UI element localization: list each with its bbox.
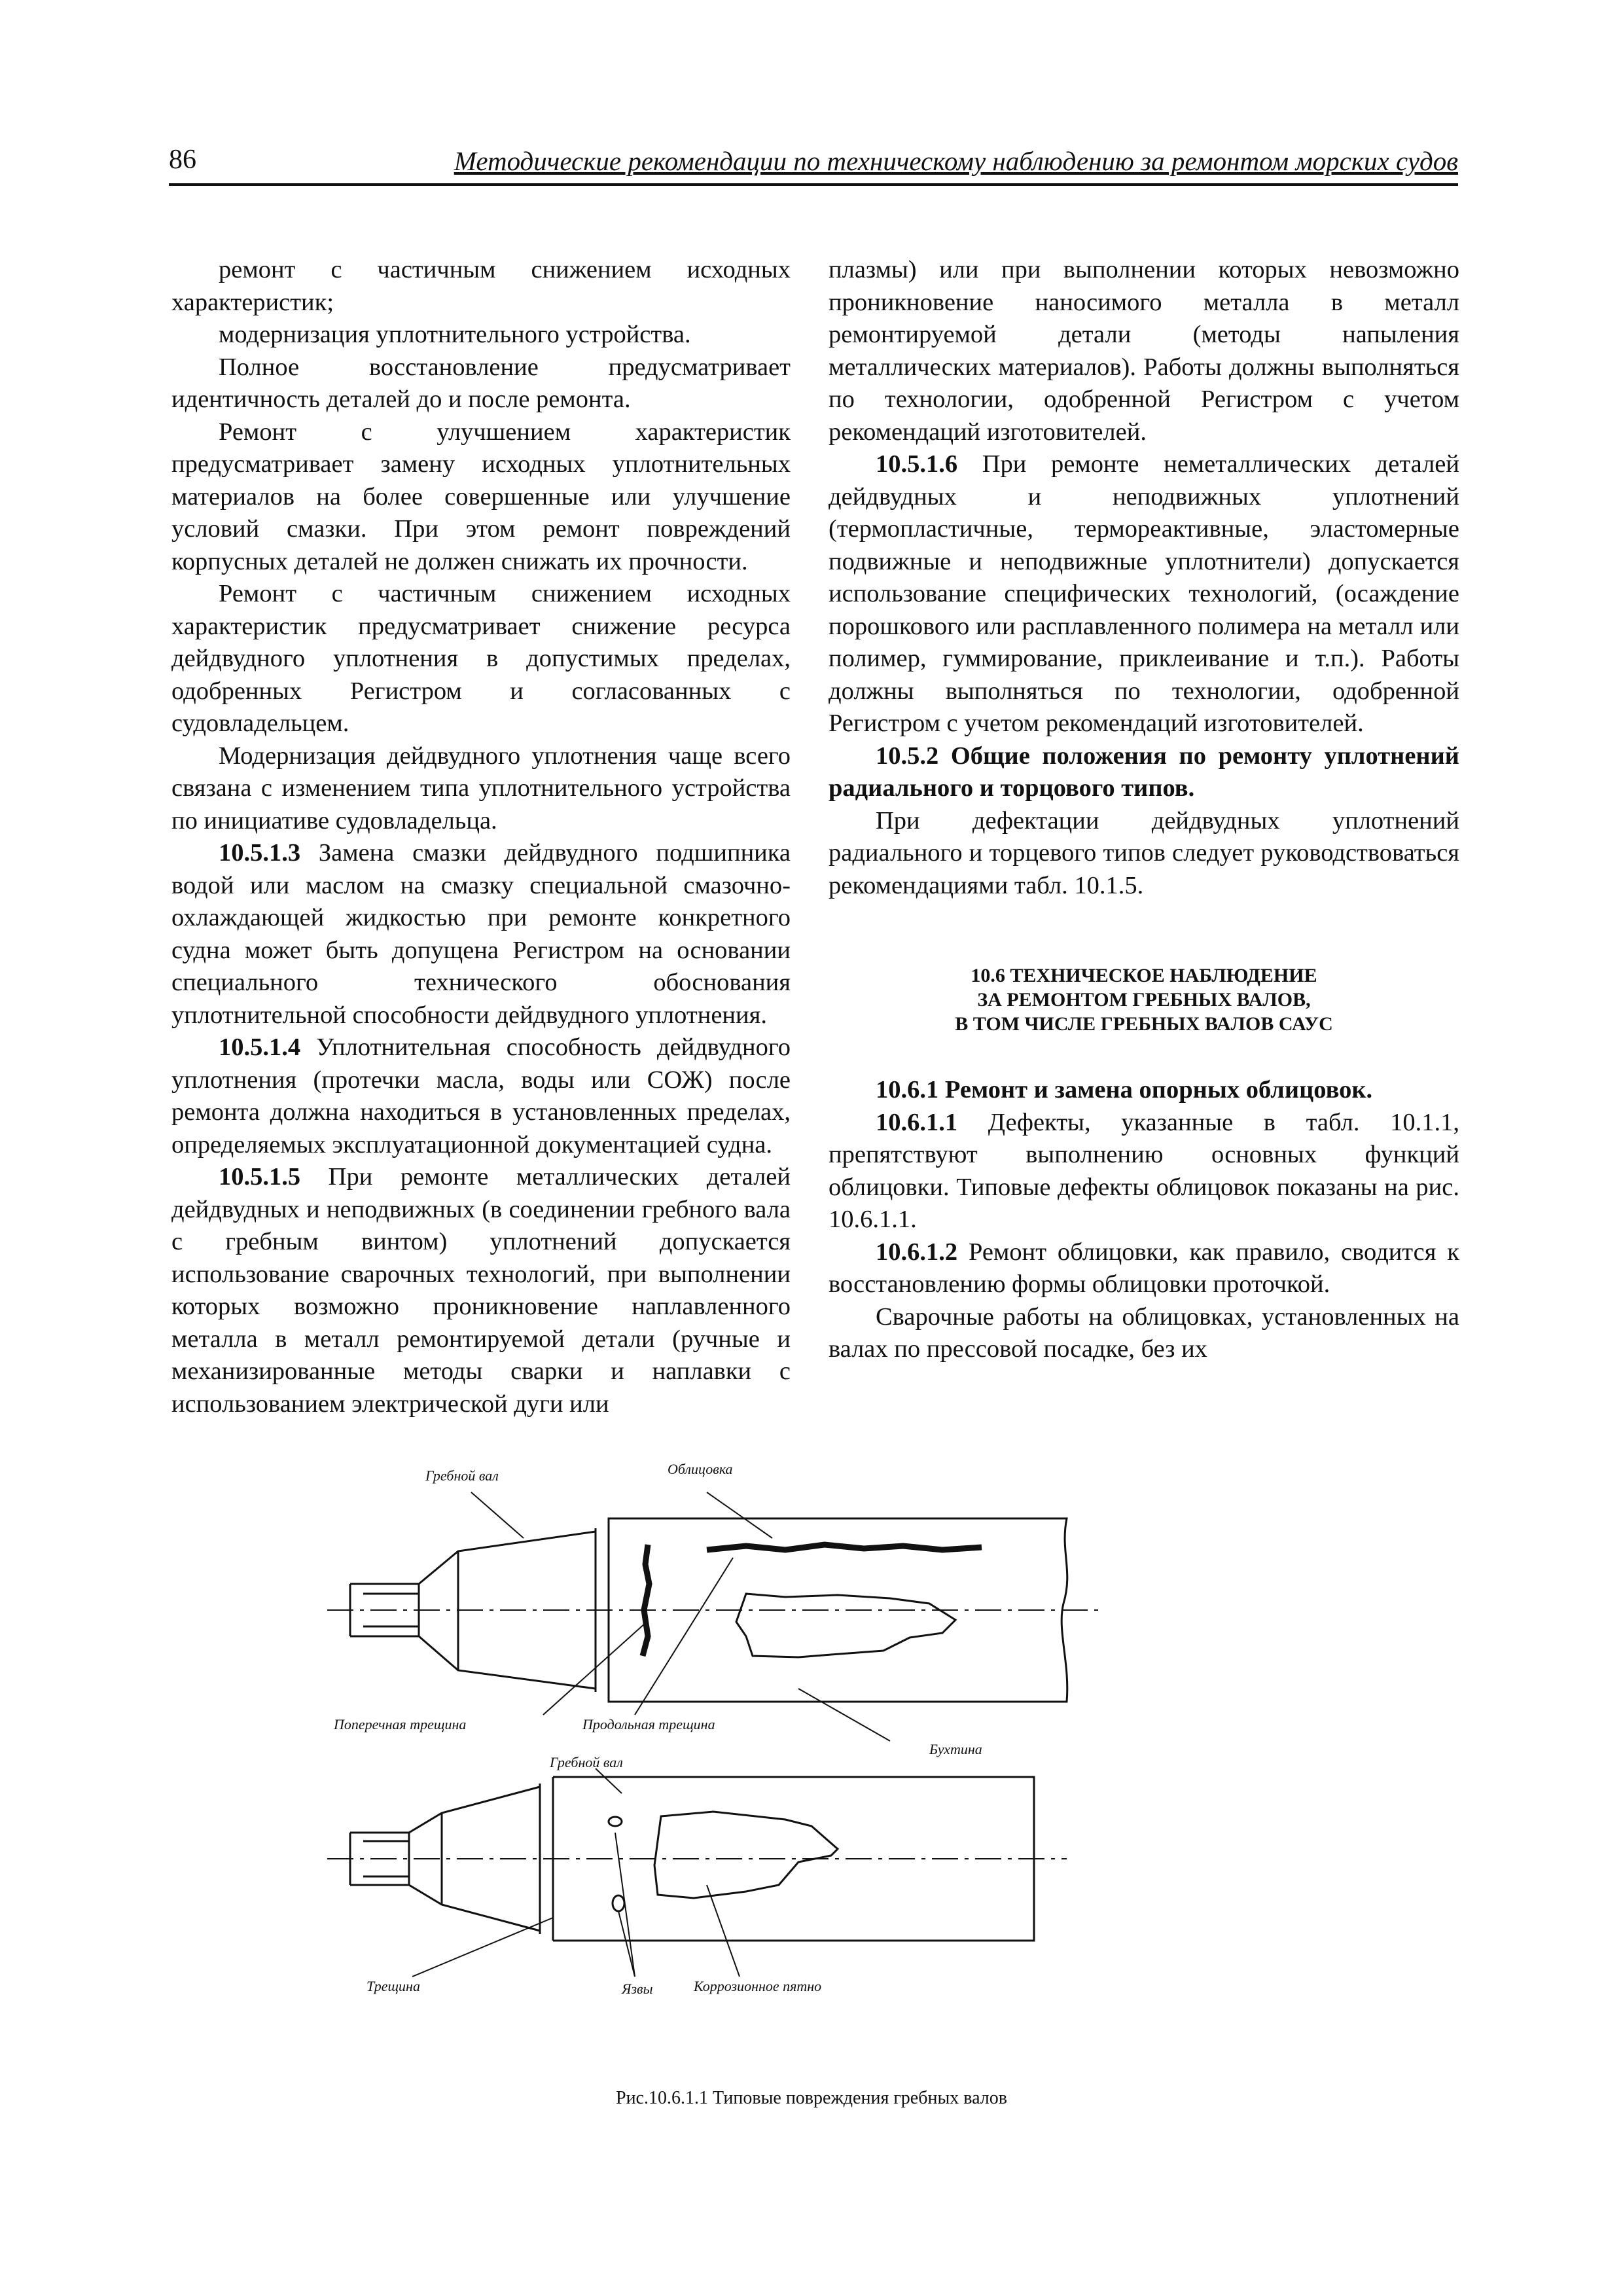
- shaft-damage-figure: [327, 1461, 1178, 2042]
- page-number: 86: [169, 145, 196, 175]
- clause-number: 10.6.1.2: [876, 1238, 958, 1266]
- paragraph: [171, 837, 791, 1031]
- label-shaft-bottom: Гребной вал: [550, 1754, 623, 1770]
- page-header: [169, 144, 1458, 186]
- shaft-drawings: [327, 1466, 1178, 2042]
- paragraph: [829, 1107, 1459, 1236]
- left-column: [171, 254, 791, 1420]
- clause-text: При ремонте неметаллических деталей дейдвудных и неподвижных уплотнений (термопластичные, термореактивные, эластомерные подвижные и неподвижные уплотнители) допускается использование специфических технологий, (осаждение порошкового или расплавленного полимера на металл или полимер, гуммирование, приклеивание и т.п.). Работы должны выполняться по технологии, одобренной Регистром с учетом рекомендаций изготовителей.: [829, 450, 1459, 737]
- paragraph: плазмы) или при выполнении которых невозможно проникновение наносимого металла в металл ремонтируемой детали (методы напыления металлических материалов). Работы должны выполняться по технологии, одобренной Регистром с учетом рекомендаций изготовителей.: [829, 256, 1459, 446]
- clause-number: 10.5.1.6: [876, 450, 958, 478]
- label-pits: Язвы: [622, 1981, 653, 1997]
- paragraph: [171, 1031, 791, 1161]
- clause-number: 10.5.1.3: [219, 839, 301, 867]
- paragraph: [829, 1236, 1459, 1301]
- paragraph: модернизация уплотнительного устройства.: [219, 321, 691, 348]
- label-crack: Трещина: [366, 1978, 420, 1994]
- paragraph: Ремонт с частичным снижением исходных характеристик предусматривает снижение ресурса дейдвудного уплотнения в допустимых пределах, одобренных Регистром и согласованных с судовладельцем.: [171, 580, 791, 737]
- label-liner: Облицовка: [668, 1461, 733, 1477]
- figure-caption: Рис.10.6.1.1 Типовые повреждения гребных валов: [616, 2088, 1007, 2108]
- section-heading-line: ЗА РЕМОНТОМ ГРЕБНЫХ ВАЛОВ,: [977, 989, 1311, 1011]
- subsection-heading: 10.6.1 Ремонт и замена опорных облицовок.: [876, 1076, 1373, 1103]
- paragraph: При дефектации дейдвудных уплотнений радиального и торцевого типов следует руководствоваться рекомендациями табл. 10.1.5.: [829, 806, 1459, 899]
- top-shaft-drawing: [327, 1492, 1099, 1741]
- label-corrosion-spot: Коррозионное пятно: [694, 1978, 822, 1994]
- clause-text: Дефекты, указанные в табл. 10.1.1, препятствуют выполнению основных функций облицовки. Типовые дефекты облицовок показаны на рис. 10.6.1.1.: [829, 1108, 1459, 1233]
- label-bulge: Бухтина: [929, 1741, 982, 1757]
- bottom-shaft-drawing: [327, 1768, 1067, 1977]
- clause-text: Уплотнительная способность дейдвудного уплотнения (протечки масла, воды или СОЖ) после ремонта должна находиться в установленных пределах, определяемых эксплуатационной документацией судна.: [171, 1033, 791, 1158]
- clause-text: Ремонт облицовки, как правило, сводится к восстановлению формы облицовки проточкой.: [829, 1238, 1459, 1298]
- paragraph: Ремонт с улучшением характеристик предусматривает замену исходных уплотнительных материалов на более совершенные или улучшение условий смазки. При этом ремонт повреждений корпусных деталей не должен снижать их прочности.: [171, 418, 791, 575]
- paragraph: ремонт с частичным снижением исходных характеристик;: [171, 256, 791, 316]
- clause-number: 10.5.1.4: [219, 1033, 301, 1061]
- subsection-heading: 10.5.2 Общие положения по ремонту уплотнений радиального и торцового типов.: [829, 742, 1459, 802]
- paragraph: [829, 448, 1459, 740]
- right-column: [829, 254, 1459, 1366]
- label-transverse-crack: Поперечная трещина: [334, 1716, 467, 1732]
- paragraph: [171, 1161, 791, 1420]
- clause-number: 10.6.1.1: [876, 1108, 958, 1136]
- label-longitudinal-crack: Продольная трещина: [582, 1716, 715, 1732]
- clause-text: При ремонте металлических деталей дейдвудных и неподвижных (в соединении гребного вала с гребным винтом) уплотнений допускается использование сварочных технологий, при выполнении которых возможно проникновение наплавленного металла в металл ремонтируемой детали (ручные и механизированные методы сварки и наплавки с использованием электрической дуги или: [171, 1163, 791, 1418]
- label-shaft-top: Гребной вал: [425, 1467, 499, 1484]
- clause-number: 10.5.1.5: [219, 1163, 301, 1191]
- running-title: Методические рекомендации по техническому наблюдению за ремонтом морских судов: [454, 146, 1458, 176]
- clause-text: Замена смазки дейдвудного подшипника водой или маслом на смазку специальной смазочно-охлаждающей жидкостью при ремонте конкретного судна может быть допущена Регистром на основании специального технического обоснования уплотнительной способности дейдвудного уплотнения.: [171, 839, 791, 1029]
- section-heading-line: В ТОМ ЧИСЛЕ ГРЕБНЫХ ВАЛОВ САУС: [955, 1013, 1333, 1035]
- paragraph: Сварочные работы на облицовках, установленных на валах по прессовой посадке, без их: [829, 1302, 1459, 1363]
- paragraph: Полное восстановление предусматривает идентичность деталей до и после ремонта.: [171, 353, 791, 413]
- paragraph: Модернизация дейдвудного уплотнения чаще всего связана с изменением типа уплотнительного устройства по инициативе судовладельца.: [171, 742, 791, 834]
- section-heading-line: 10.6 ТЕХНИЧЕСКОЕ НАБЛЮДЕНИЕ: [971, 965, 1317, 986]
- section-heading: [829, 963, 1459, 1036]
